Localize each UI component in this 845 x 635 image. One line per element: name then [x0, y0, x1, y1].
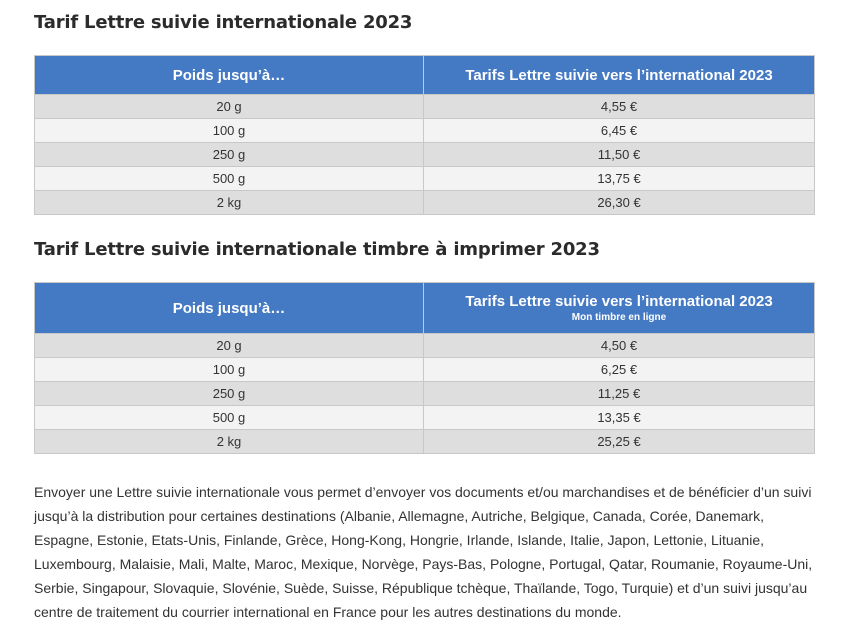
header-weight: Poids jusqu’à…	[35, 283, 424, 334]
price-cell: 4,55 €	[424, 95, 815, 119]
weight-cell: 500 g	[35, 406, 424, 430]
price-cell: 26,30 €	[424, 191, 815, 215]
table-header-row	[35, 56, 815, 95]
header-price-subtitle: Mon timbre en ligne	[571, 312, 667, 323]
weight-cell: 500 g	[35, 167, 424, 191]
table-row	[35, 430, 815, 454]
price-cell: 13,35 €	[424, 406, 815, 430]
table-row	[35, 382, 815, 406]
weight-cell: 2 kg	[35, 430, 424, 454]
header-weight: Poids jusqu’à…	[35, 56, 424, 95]
table-row	[35, 334, 815, 358]
weight-cell: 2 kg	[35, 191, 424, 215]
tarif-timbre-table	[34, 282, 815, 454]
price-cell: 6,45 €	[424, 119, 815, 143]
table-row	[35, 167, 815, 191]
table-row	[35, 119, 815, 143]
price-cell: 11,50 €	[424, 143, 815, 167]
header-price: Tarifs Lettre suivie vers l’international 2023	[424, 56, 815, 95]
tarif-table	[34, 55, 815, 215]
price-cell: 6,25 €	[424, 358, 815, 382]
description-paragraph: Envoyer une Lettre suivie internationale vous permet d’envoyer vos documents et/ou marchandises et de bénéficier d’un suivi jusqu’à la distribution pour certaines destinations (Albanie, Allemagne, Autriche, Belgique, Canada, Corée, Danemark, Espagne, Estonie, Etats-Unis, Finlande, Grèce, Hong-Kong, Hongrie, Irlande, Islande, Italie, Japon, Lettonie, Lituanie, Luxembourg, Malaisie, Mali, Malte, Maroc, Mexique, Norvège, Pays-Bas, Pologne, Portugal, Qatar, Roumanie, Royaume-Uni, Serbie, Singapour, Slovaquie, Slovénie, Suède, Suisse, République tchèque, Thaïlande, Togo, Turquie) et d’un suivi jusqu’au centre de traitement du courrier international en France pour les autres destinations du monde.	[34, 484, 813, 620]
price-cell: 13,75 €	[424, 167, 815, 191]
section-title-timbre-a-imprimer: Tarif Lettre suivie internationale timbre à imprimer 2023	[34, 239, 600, 260]
header-price	[424, 283, 815, 334]
weight-cell: 250 g	[35, 143, 424, 167]
table-row	[35, 406, 815, 430]
header-price-title: Tarifs Lettre suivie vers l’international 2023	[465, 293, 773, 310]
weight-cell: 20 g	[35, 334, 424, 358]
table-header-row	[35, 283, 815, 334]
price-cell: 4,50 €	[424, 334, 815, 358]
table-row	[35, 143, 815, 167]
price-cell: 25,25 €	[424, 430, 815, 454]
table-row	[35, 358, 815, 382]
table-row	[35, 191, 815, 215]
weight-cell: 100 g	[35, 358, 424, 382]
weight-cell: 250 g	[35, 382, 424, 406]
price-cell: 11,25 €	[424, 382, 815, 406]
weight-cell: 100 g	[35, 119, 424, 143]
section-title-tarif: Tarif Lettre suivie internationale 2023	[34, 12, 413, 33]
weight-cell: 20 g	[35, 95, 424, 119]
table-row	[35, 95, 815, 119]
